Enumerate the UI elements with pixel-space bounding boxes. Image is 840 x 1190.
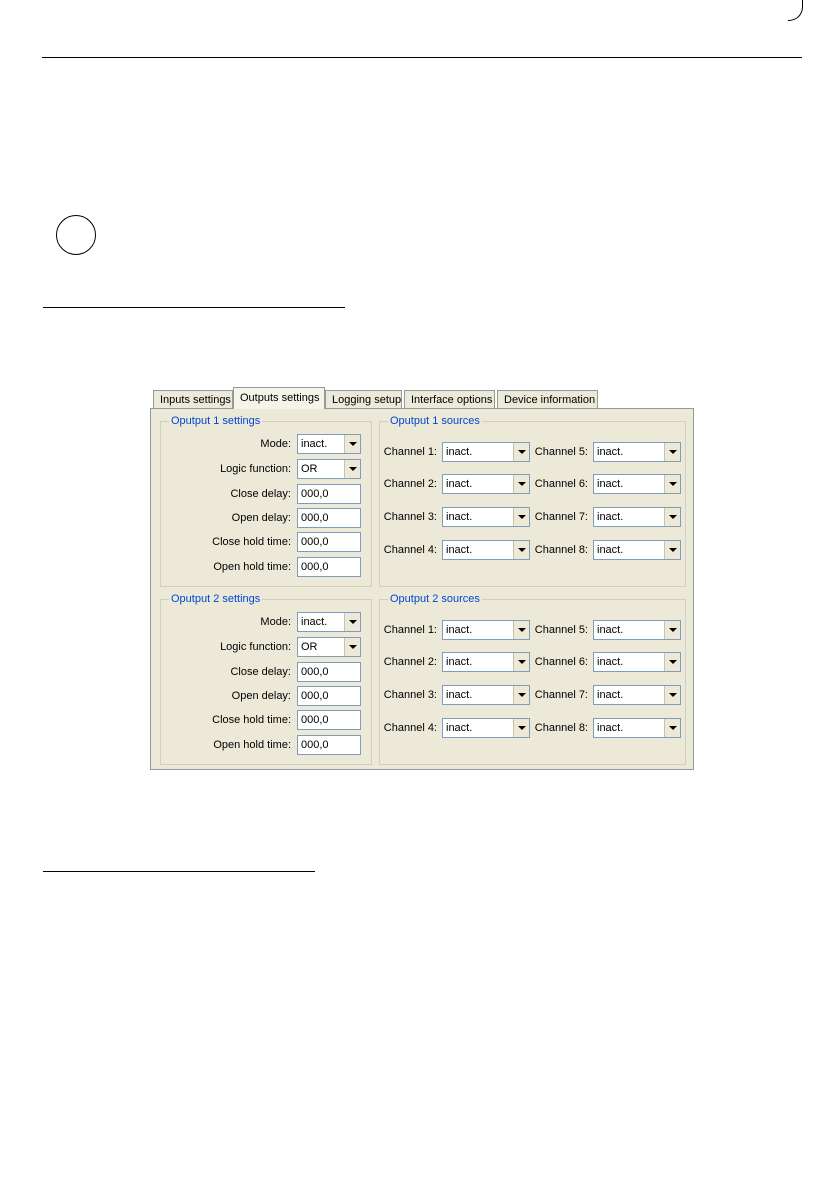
- channel-4-label: Channel 4:: [383, 544, 437, 556]
- channel-5-value: inact.: [597, 446, 624, 458]
- channel-7-select[interactable]: [593, 685, 681, 705]
- channel-4-select[interactable]: [442, 718, 530, 738]
- channel-6-select[interactable]: [593, 652, 681, 672]
- channel-4-value: inact.: [446, 722, 473, 734]
- channel-4-select[interactable]: [442, 540, 530, 560]
- open-delay-field[interactable]: [297, 686, 361, 706]
- output2-sources-group: [379, 593, 686, 765]
- channel-3-select[interactable]: [442, 685, 530, 705]
- channel-4-value: inact.: [446, 544, 473, 556]
- channel-7-value: inact.: [597, 511, 624, 523]
- logic-function-label: Logic function:: [220, 641, 291, 653]
- section-rule-2: [43, 871, 315, 872]
- channel-8-label: Channel 8:: [534, 544, 588, 556]
- channel-5-value: inact.: [597, 624, 624, 636]
- channel-6-value: inact.: [597, 478, 624, 490]
- channel-5-select[interactable]: [593, 620, 681, 640]
- open-delay-value: 000,0: [301, 512, 329, 524]
- channel-2-label: Channel 2:: [383, 656, 437, 668]
- close-hold-time-field[interactable]: [297, 710, 361, 730]
- channel-1-value: inact.: [446, 624, 473, 636]
- outputs-settings-panel: [150, 408, 694, 770]
- close-hold-time-value: 000,0: [301, 714, 329, 726]
- tab-strip: [150, 387, 694, 409]
- output2-settings-title: Oputput 2 settings: [171, 593, 261, 605]
- tab-outputs-settings[interactable]: Outputs settings: [233, 387, 325, 409]
- channel-1-select[interactable]: [442, 620, 530, 640]
- channel-2-select[interactable]: [442, 652, 530, 672]
- channel-2-label: Channel 2:: [383, 478, 437, 490]
- close-delay-label: Close delay:: [230, 666, 291, 678]
- mode-label: Mode:: [260, 616, 291, 628]
- close-delay-label: Close delay:: [230, 488, 291, 500]
- output1-settings-group: [160, 415, 372, 587]
- channel-8-select[interactable]: [593, 718, 681, 738]
- chevron-down-icon[interactable]: [513, 653, 529, 671]
- mode-label: Mode:: [260, 438, 291, 450]
- open-hold-time-value: 000,0: [301, 561, 329, 573]
- channel-3-value: inact.: [446, 511, 473, 523]
- channel-6-label: Channel 6:: [534, 656, 588, 668]
- close-delay-value: 000,0: [301, 666, 329, 678]
- open-delay-label: Open delay:: [231, 512, 291, 524]
- open-hold-time-field[interactable]: [297, 735, 361, 755]
- output1-sources-title: Oputput 1 sources: [390, 415, 480, 427]
- mode-select[interactable]: [297, 612, 361, 632]
- chevron-down-icon[interactable]: [344, 435, 360, 453]
- channel-1-select[interactable]: [442, 442, 530, 462]
- mode-select[interactable]: [297, 434, 361, 454]
- close-hold-time-label: Close hold time:: [212, 536, 291, 548]
- chevron-down-icon[interactable]: [664, 541, 680, 559]
- close-delay-field[interactable]: [297, 662, 361, 682]
- channel-1-label: Channel 1:: [383, 624, 437, 636]
- channel-3-label: Channel 3:: [383, 511, 437, 523]
- channel-1-value: inact.: [446, 446, 473, 458]
- open-delay-value: 000,0: [301, 690, 329, 702]
- channel-6-value: inact.: [597, 656, 624, 668]
- chevron-down-icon[interactable]: [513, 443, 529, 461]
- open-hold-time-label: Open hold time:: [213, 561, 291, 573]
- channel-2-select[interactable]: [442, 474, 530, 494]
- chevron-down-icon[interactable]: [664, 475, 680, 493]
- output1-sources-group: [379, 415, 686, 587]
- logic-function-select[interactable]: [297, 637, 361, 657]
- close-delay-value: 000,0: [301, 488, 329, 500]
- channel-5-select[interactable]: [593, 442, 681, 462]
- channel-7-label: Channel 7:: [534, 689, 588, 701]
- channel-7-value: inact.: [597, 689, 624, 701]
- output2-sources-title: Oputput 2 sources: [390, 593, 480, 605]
- note-circle-icon: [56, 215, 96, 255]
- channel-7-label: Channel 7:: [534, 511, 588, 523]
- channel-3-value: inact.: [446, 689, 473, 701]
- channel-2-value: inact.: [446, 478, 473, 490]
- chevron-down-icon[interactable]: [664, 719, 680, 737]
- chevron-down-icon[interactable]: [513, 719, 529, 737]
- open-hold-time-label: Open hold time:: [213, 739, 291, 751]
- channel-4-label: Channel 4:: [383, 722, 437, 734]
- chevron-down-icon[interactable]: [664, 621, 680, 639]
- open-hold-time-value: 000,0: [301, 739, 329, 751]
- channel-6-select[interactable]: [593, 474, 681, 494]
- chevron-down-icon[interactable]: [344, 613, 360, 631]
- mode-value: inact.: [301, 616, 328, 628]
- chevron-down-icon[interactable]: [664, 508, 680, 526]
- open-delay-field[interactable]: [297, 508, 361, 528]
- channel-8-select[interactable]: [593, 540, 681, 560]
- section-rule-1: [43, 307, 345, 308]
- channel-3-label: Channel 3:: [383, 689, 437, 701]
- chevron-down-icon[interactable]: [344, 638, 360, 656]
- channel-8-value: inact.: [597, 544, 624, 556]
- header-rule: [42, 57, 802, 58]
- close-hold-time-value: 000,0: [301, 536, 329, 548]
- output1-settings-title: Oputput 1 settings: [171, 415, 261, 427]
- page-corner-mark: [788, 0, 803, 21]
- channel-6-label: Channel 6:: [534, 478, 588, 490]
- chevron-down-icon[interactable]: [344, 460, 360, 478]
- chevron-down-icon[interactable]: [513, 686, 529, 704]
- open-hold-time-field[interactable]: [297, 557, 361, 577]
- close-hold-time-label: Close hold time:: [212, 714, 291, 726]
- logic-function-label: Logic function:: [220, 463, 291, 475]
- channel-8-value: inact.: [597, 722, 624, 734]
- tab-device-information[interactable]: Device information: [497, 390, 598, 408]
- close-delay-field[interactable]: [297, 484, 361, 504]
- tab-interface-options[interactable]: Interface options: [404, 390, 495, 408]
- settings-dialog: [150, 387, 694, 770]
- chevron-down-icon[interactable]: [513, 508, 529, 526]
- logic-function-value: OR: [301, 463, 318, 475]
- chevron-down-icon[interactable]: [513, 621, 529, 639]
- logic-function-value: OR: [301, 641, 318, 653]
- channel-7-select[interactable]: [593, 507, 681, 527]
- tab-logging-setup[interactable]: Logging setup: [325, 390, 402, 408]
- open-delay-label: Open delay:: [231, 690, 291, 702]
- output2-settings-group: [160, 593, 372, 765]
- chevron-down-icon[interactable]: [513, 541, 529, 559]
- logic-function-select[interactable]: [297, 459, 361, 479]
- chevron-down-icon[interactable]: [664, 653, 680, 671]
- tab-inputs-settings[interactable]: Inputs settings: [153, 390, 233, 408]
- mode-value: inact.: [301, 438, 328, 450]
- channel-3-select[interactable]: [442, 507, 530, 527]
- chevron-down-icon[interactable]: [513, 475, 529, 493]
- channel-5-label: Channel 5:: [534, 624, 588, 636]
- channel-8-label: Channel 8:: [534, 722, 588, 734]
- chevron-down-icon[interactable]: [664, 443, 680, 461]
- channel-5-label: Channel 5:: [534, 446, 588, 458]
- chevron-down-icon[interactable]: [664, 686, 680, 704]
- channel-2-value: inact.: [446, 656, 473, 668]
- close-hold-time-field[interactable]: [297, 532, 361, 552]
- channel-1-label: Channel 1:: [383, 446, 437, 458]
